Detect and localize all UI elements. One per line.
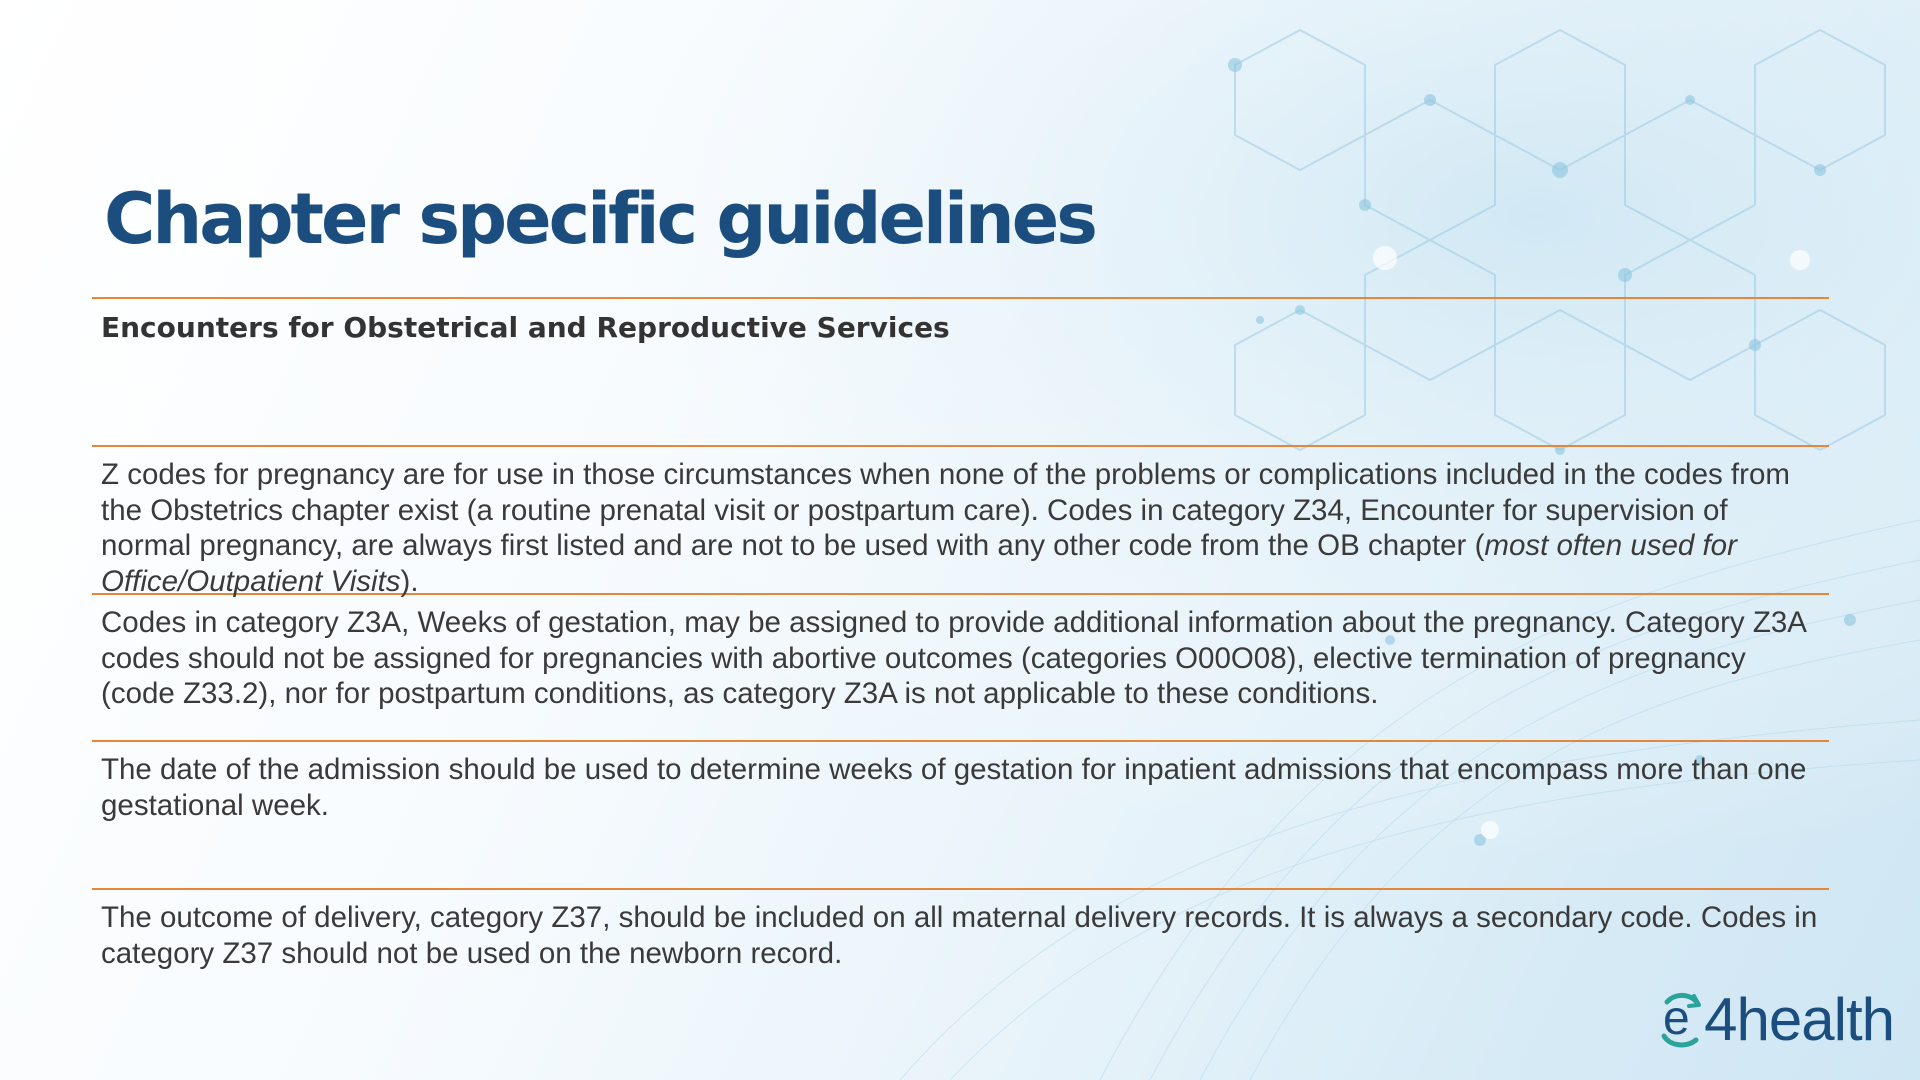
guideline-row-z37 <box>92 888 1829 1008</box>
guideline-row-z3a <box>92 593 1829 740</box>
guideline-text-main: Z codes for pregnancy are for use in those circumstances when none of the problems or complications included in the codes from the Obstetrics chapter exist (a routine prenatal visit or postpartum care). Codes in category Z34, Encounter for supervision of normal pregnancy, are always first listed and are not to be used with any other code from the OB chapter ( <box>101 458 1790 562</box>
section-heading: Encounters for Obstetrical and Reproductive Services <box>101 311 950 344</box>
section-header-row <box>92 297 1829 445</box>
guideline-text-italic: most often used for Office/Outpatient Visits <box>101 529 1737 598</box>
logo-letter: e <box>1663 992 1690 1045</box>
logo-text: 4health <box>1704 986 1894 1053</box>
e4health-logo <box>1658 988 1894 1052</box>
guideline-text: The date of the admission should be used to determine weeks of gestation for inpatient admissions that encompass more than one gestational week. <box>101 753 1807 822</box>
guideline-text: The outcome of delivery, category Z37, should be included on all maternal delivery records. It is always a secondary code. Codes in category Z37 should not be used on the newborn record. <box>101 901 1818 970</box>
guideline-text: Codes in category Z3A, Weeks of gestation, may be assigned to provide additional information about the pregnancy. Category Z3A codes should not be assigned for pregnancies with abortive outcomes (categories O00O08), elective termination of pregnancy (code Z33.2), nor for postpartum conditions, as category Z3A is not applicable to these conditions. <box>101 606 1806 710</box>
e4health-logo-icon <box>1658 988 1704 1052</box>
guideline-text-end: ). <box>400 564 419 598</box>
guideline-text <box>101 457 1819 599</box>
guideline-row-admission-date <box>92 740 1829 888</box>
guidelines-table <box>92 297 1829 1008</box>
guideline-row-z-codes <box>92 445 1829 598</box>
page-title: Chapter specific guidelines <box>104 178 1095 260</box>
